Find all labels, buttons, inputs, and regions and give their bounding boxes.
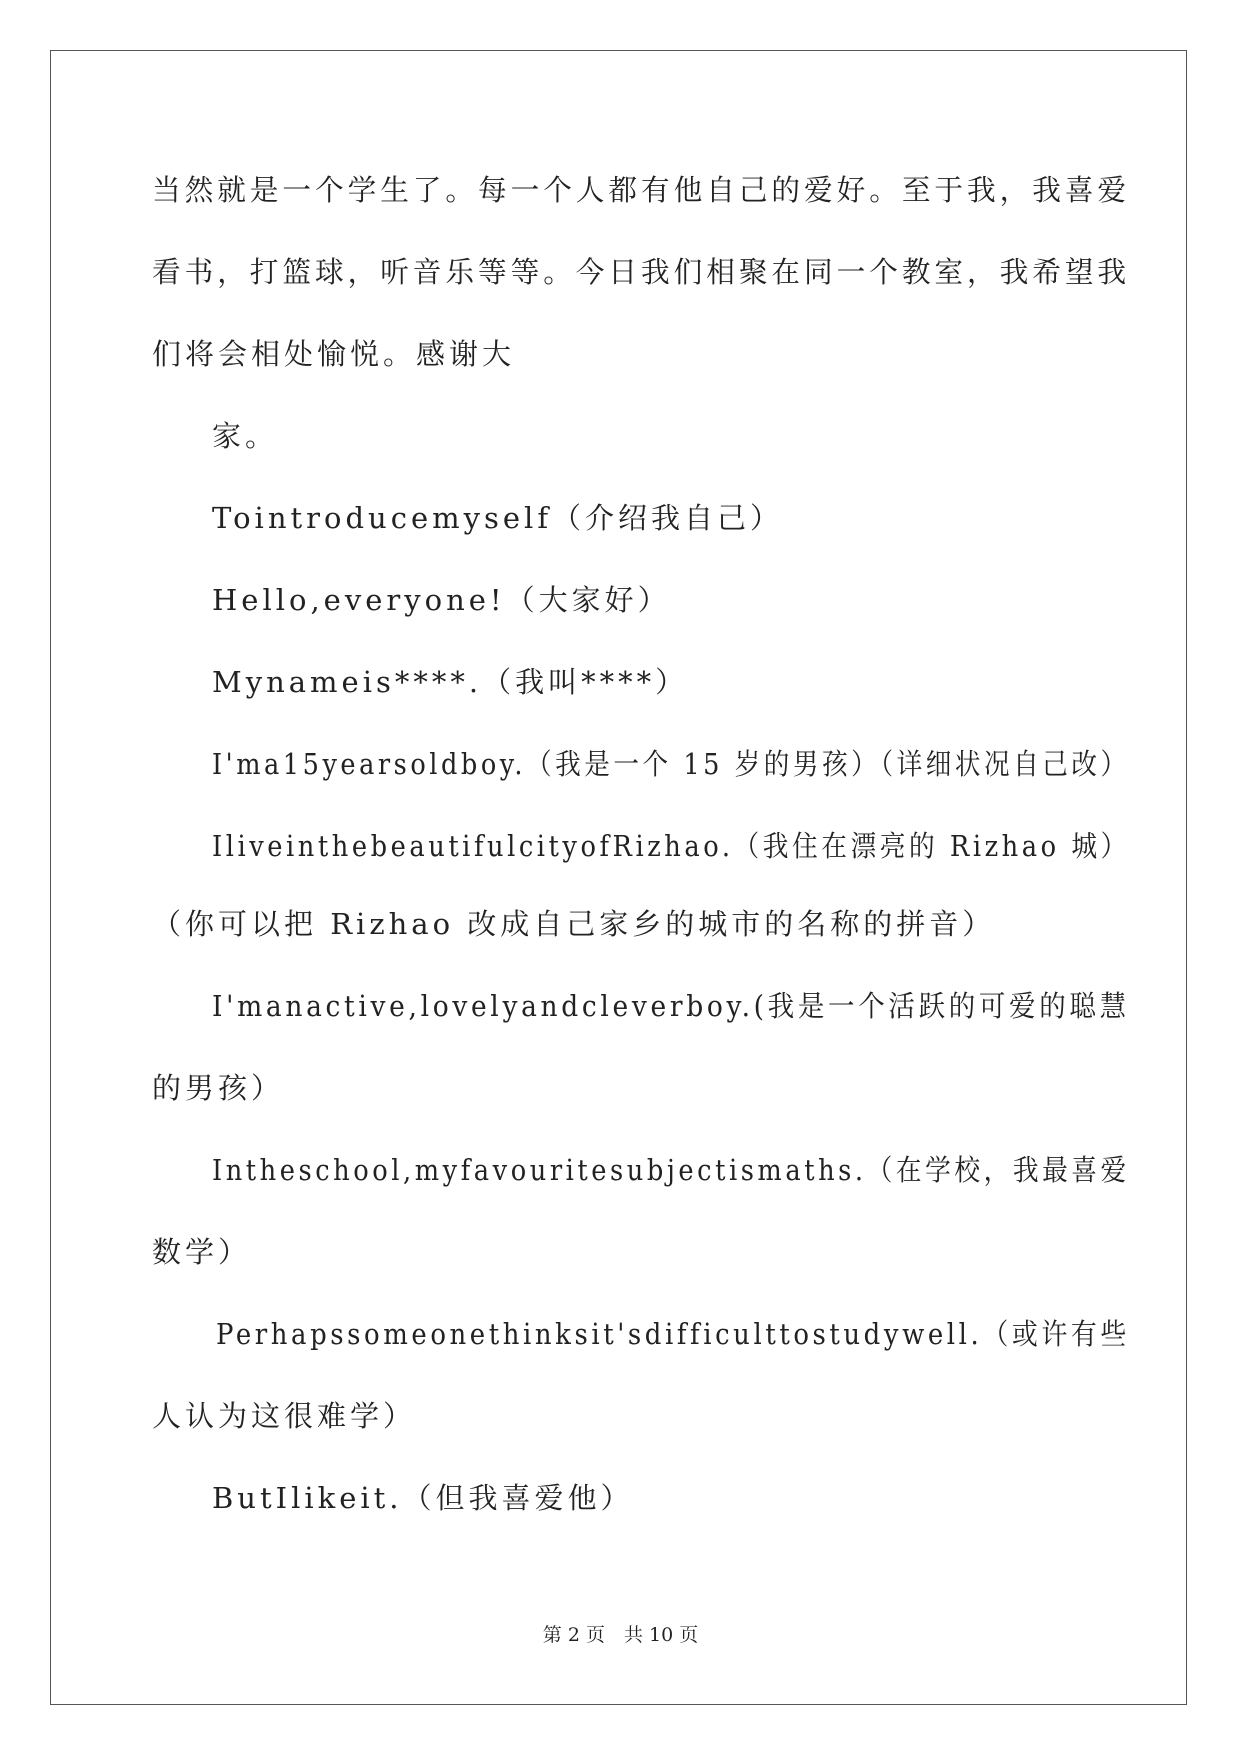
text-line: 看书，打篮球，听音乐等等。今日我们相聚在同一个教室，我希望我 [152,255,1131,289]
text-line: ButIlikeit.（但我喜爱他） [212,1481,634,1515]
text-line: 人认为这很难学） [152,1399,417,1433]
text-line: 当然就是一个学生了。每一个人都有他自己的爱好。至于我，我喜爱 [152,173,1131,207]
text-line: 数学） [152,1235,252,1269]
text-line: IliveinthebeautifulcityofRizhao.（我住在漂亮的 Rizhao 城） [212,829,1130,863]
text-line: 的男孩） [152,1071,285,1105]
text-line: 们将会相处愉悦。感谢大 [152,337,516,371]
text-line: （你可以把 Rizhao 改成自己家乡的城市的名称的拼音） [152,907,996,941]
page-border [50,50,1187,1705]
text-line: 家。 [212,419,279,453]
text-line: Hello,everyone!（大家好） [212,583,671,617]
text-line: I'ma15yearsoldboy.（我是一个 15 岁的男孩）（详细状况自己改） [212,747,1130,781]
text-line: Mynameis****.（我叫****） [212,665,689,699]
text-line: Intheschool,myfavouritesubjectismaths.（在学校，我最喜爱 [212,1153,1130,1187]
text-line: Perhapssomeonethinksit'sdifficulttostudywell.（或许有些 [216,1317,1130,1351]
page-number: 第 2 页 共 10 页 [542,1624,699,1646]
text-line: Tointroducemyself（介绍我自己） [212,501,784,535]
text-line: I'manactive,lovelyandcleverboy.(我是一个活跃的可爱的聪慧 [212,989,1130,1023]
